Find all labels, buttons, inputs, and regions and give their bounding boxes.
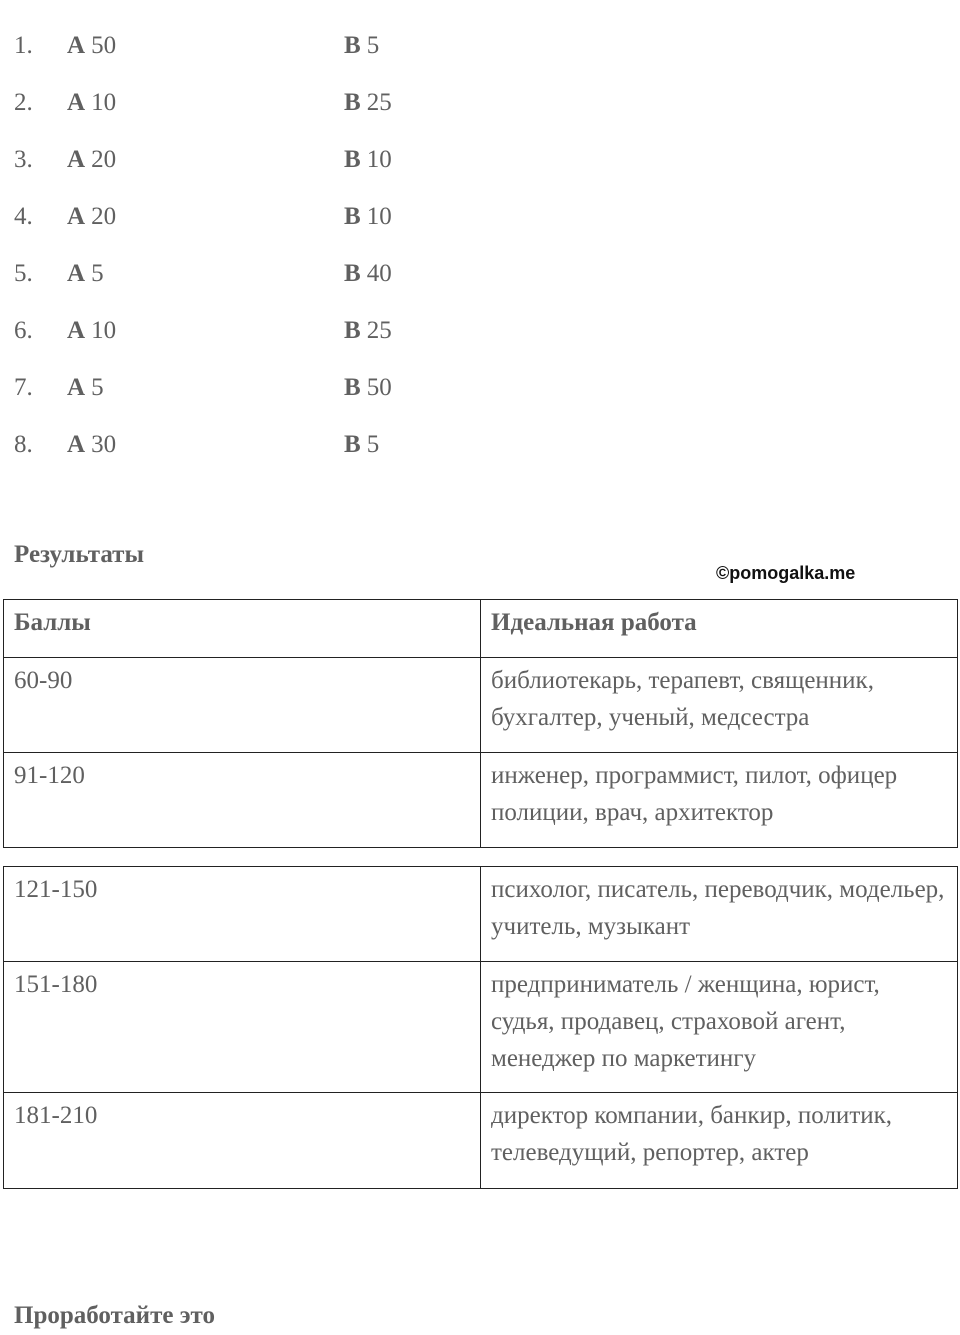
option-a: A 10	[67, 89, 117, 116]
option-a: A 50	[67, 32, 117, 59]
results-table	[3, 599, 958, 848]
ideal-jobs: предприниматель / женщина, юрист, судья, продавец, страховой агент, менеджер по маркетингу	[481, 962, 958, 1093]
answer-row	[14, 313, 614, 370]
answer-row	[14, 28, 614, 85]
results-table-continued	[3, 866, 958, 1189]
table-row	[4, 867, 958, 962]
item-number: 4.	[14, 203, 33, 230]
item-number: 7.	[14, 374, 33, 401]
work-heading: Проработайте это	[14, 1302, 215, 1329]
option-b: B 5	[344, 431, 380, 458]
option-b: B 5	[344, 32, 380, 59]
item-number: 8.	[14, 431, 33, 458]
table-row	[4, 658, 958, 753]
results-heading: Результаты	[14, 541, 144, 568]
option-a: A 30	[67, 431, 117, 458]
option-a: A 5	[67, 260, 104, 287]
answer-row	[14, 256, 614, 313]
answer-row	[14, 85, 614, 142]
option-a: A 20	[67, 203, 117, 230]
answer-key	[14, 28, 614, 484]
table-row	[4, 753, 958, 848]
option-b: B 25	[344, 317, 392, 344]
option-a: A 20	[67, 146, 117, 173]
score-range: 151-180	[4, 962, 481, 1093]
score-range: 181-210	[4, 1093, 481, 1189]
option-b: B 50	[344, 374, 392, 401]
score-range: 91-120	[4, 753, 481, 848]
ideal-jobs: инженер, программист, пилот, офицер полиции, врач, архитектор	[481, 753, 958, 848]
item-number: 3.	[14, 146, 33, 173]
option-b: B 40	[344, 260, 392, 287]
answer-row	[14, 142, 614, 199]
answer-row	[14, 427, 614, 484]
option-a: A 10	[67, 317, 117, 344]
score-range: 60-90	[4, 658, 481, 753]
table-row	[4, 962, 958, 1093]
item-number: 6.	[14, 317, 33, 344]
item-number: 1.	[14, 32, 33, 59]
header-score: Баллы	[4, 600, 481, 658]
option-b: B 10	[344, 146, 392, 173]
score-range: 121-150	[4, 867, 481, 962]
ideal-jobs: библиотекарь, терапевт, священник, бухгалтер, ученый, медсестра	[481, 658, 958, 753]
watermark: ©pomogalka.me	[716, 563, 856, 583]
option-b: B 25	[344, 89, 392, 116]
answer-row	[14, 199, 614, 256]
option-a: A 5	[67, 374, 104, 401]
item-number: 5.	[14, 260, 33, 287]
answer-row	[14, 370, 614, 427]
option-b: B 10	[344, 203, 392, 230]
table-row	[4, 1093, 958, 1189]
ideal-jobs: директор компании, банкир, политик, телеведущий, репортер, актер	[481, 1093, 958, 1189]
table-header-row	[4, 600, 958, 658]
item-number: 2.	[14, 89, 33, 116]
ideal-jobs: психолог, писатель, переводчик, модельер, учитель, музыкант	[481, 867, 958, 962]
header-jobs: Идеальная работа	[481, 600, 958, 658]
